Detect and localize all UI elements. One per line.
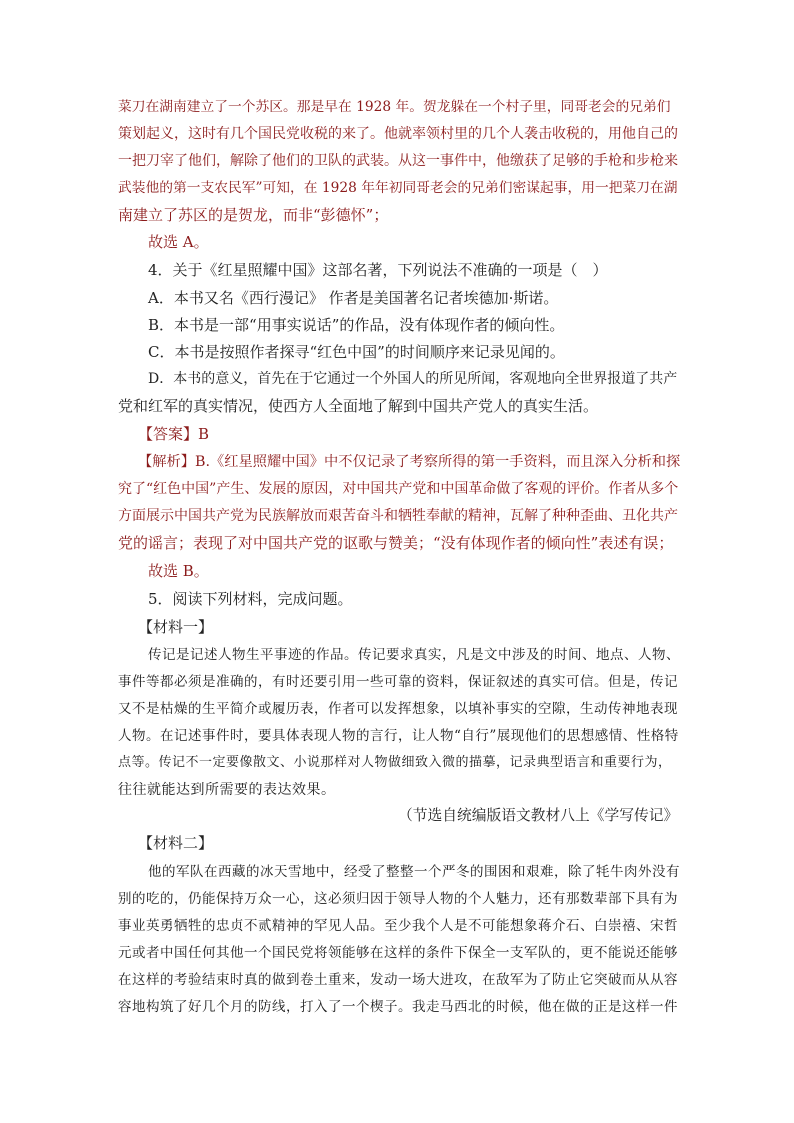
passage-line: 南建立了苏区的是贺龙，而非“彭德怀”； [118,206,389,224]
analysis-line: 究了“红色中国”产生、发展的原因，对中国共产党和中国革命做了客观的评价。作者从多个 [118,481,679,497]
material-1-line: 点等。传记不一定要像散文、小说那样对人物做细致入微的描摹，记录典型语言和重要行为， [118,755,672,770]
passage-line: 一把刀宰了他们，解除了他们的卫队的武装。从这一事件中，他缴获了足够的手枪和步枪来 [118,153,678,169]
question-4-option-b: B．本书是一部“用事实说话”的作品，没有体现作者的倾向性。 [148,316,565,334]
question-4-stem: 4．关于《红星照耀中国》这部名著，下列说法不准确的一项是（ ） [148,261,608,279]
analysis-line: 党的谣言；表现了对中国共产党的讴歌与赞美；“没有体现作者的倾向性”表述有误； [118,534,674,552]
answer-line [138,424,209,444]
answer-value: B [198,425,210,443]
question-4-option-d: D．本书的意义，首先在于它通过一个外国人的所见所闻，客观地向全世界报道了共产 [148,371,678,387]
material-1-line: 人物。在记述事件时，要具体表现人物的言行，让人物“自行”展现他们的思想感情、性格特 [118,728,679,744]
passage-conclusion: 故选 A。 [148,233,209,251]
material-1-line: 传记是记述人物生平事迹的作品。传记要求真实，凡是文中涉及的时间、地点、人物、 [148,647,680,663]
question-5-stem: 5．阅读下列材料，完成问题。 [148,590,353,608]
analysis-tag: 【解析】 [138,454,196,470]
material-1-line: 又不是枯燥的生平简介或履历表，作者可以发挥想象，以填补事实的空隙，生动传神地表现 [118,701,678,717]
question-4-option-d-cont: 党和红军的真实情况，使西方人全面地了解到中国共产党人的真实生活。 [118,397,599,415]
question-4-conclusion: 故选 B。 [148,562,209,580]
passage-line: 策划起义，这时有几个国民党收税的来了。他就率领村里的几个人袭击收税的，用他自己的 [118,126,678,142]
material-2-line: 在这样的考验结束时真的做到卷土重来，发动一场大进攻，在敌军为了防止它突破而从从容 [118,972,678,988]
material-2-line: 事业英勇牺牲的忠贞不贰精神的罕见人品。至少我个人是不可能想象蒋介石、白崇禧、宋哲 [118,918,678,934]
material-1-title: 【材料一】 [138,618,214,636]
material-2-line: 别的吃的，仍能保持万众一心，这必须归因于领导人物的个人魅力，还有那数辈部下具有为 [118,891,678,907]
material-2-line: 元或者中国任何其他一个国民党将领能够在这样的条件下保全一支军队的，更不能说还能够 [118,945,678,961]
material-2-line: 容地构筑了好几个月的防线，打入了一个楔子。我走马西北的时候，他在做的正是这样一件 [118,999,678,1015]
material-1-line: 事件等都必须是准确的，有时还要引用一些可靠的资料，保证叙述的真实可信。但是，传记 [118,674,678,690]
material-2-title: 【材料二】 [138,834,214,852]
analysis-text: B.《红星照耀中国》中不仅记录了考察所得的第一手资料，而且深入分析和探 [195,454,681,470]
question-4-option-a: A．本书又名《西行漫记》 作者是美国著名记者埃德加·斯诺。 [148,289,559,307]
answer-tag: 【答案】 [138,425,199,443]
analysis-line: 方面展示中国共产党为民族解放而艰苦奋斗和牺牲奉献的精神，瓦解了种种歪曲、丑化共产 [118,508,678,524]
passage-line: 菜刀在湖南建立了一个苏区。那是早在 1928 年。贺龙躲在一个村子里，同哥老会的兄弟们 [118,99,671,115]
question-4-option-c: C．本书是按照作者探寻“红色中国”的时间顺序来记录见闻的。 [148,343,565,361]
material-1-line: 往往就能达到所需要的表达效果。 [118,782,336,798]
material-1-source: （节选自统编版语文教材八上《学写传记》 [398,807,679,824]
material-2-line: 他的军队在西藏的冰天雪地中，经受了整整一个严冬的围困和艰难，除了牦牛肉外没有 [148,864,680,880]
passage-line: 武装他的第一支农民军”可知，在 1928 年年初同哥老会的兄弟们密谋起事，用一把菜刀在湖 [118,180,678,196]
analysis-first-line [138,452,680,472]
